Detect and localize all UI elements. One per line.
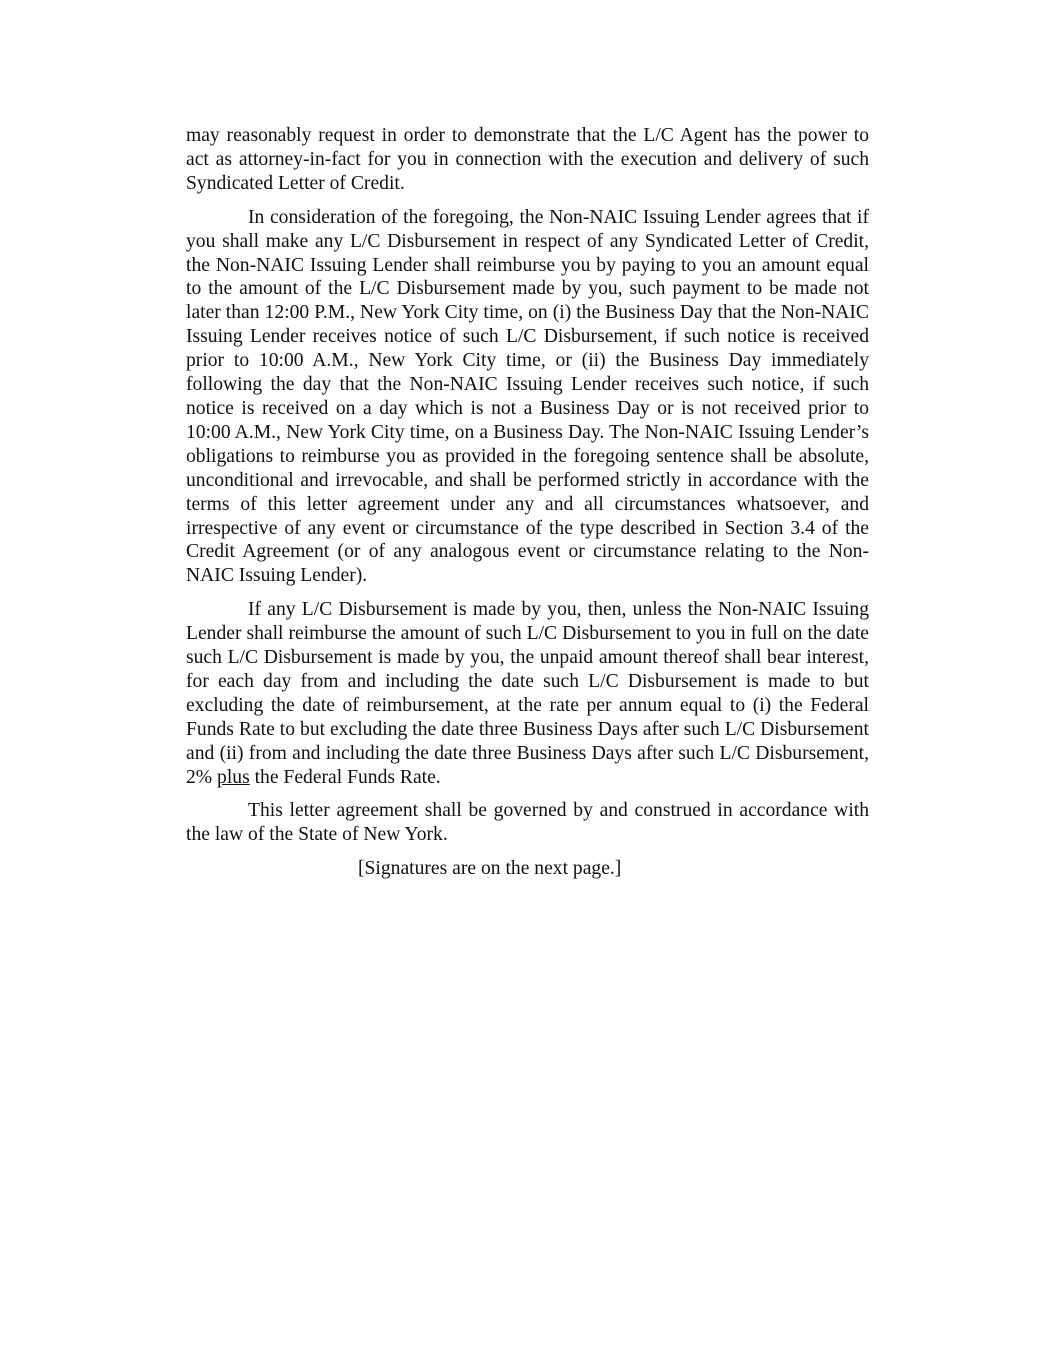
paragraph-reimbursement: In consideration of the foregoing, the Non-NAIC Issuing Lender agrees that if you shall make any L/C Disbursement in respect of any Syndicated Letter of Credit, the Non-NAIC Issuing Lender shall reimburse you by paying to you an amount equal to the amount of the L/C Disbursement made by you, such payment to be made not later than 12:00 P.M., New York City time, on (i) the Business Day that the Non-NAIC Issuing Lender receives notice of such L/C Disbursement, if such notice is received prior to 10:00 A.M., New York City time, or (ii) the Business Day immediately following the day that the Non-NAIC Issuing Lender receives such notice, if such notice is received on a day which is not a Business Day or is not received prior to 10:00 A.M., New York City time, on a Business Day. The Non-NAIC Issuing Lender’s obligations to reimburse you as provided in the foregoing sentence shall be absolute, unconditional and irrevocable, and shall be performed strictly in accordance with the terms of this letter agreement under any and all circumstances whatsoever, and irrespective of any event or circumstance of the type described in Section 3.4 of the Credit Agreement (or of any analogous event or circumstance relating to the Non-NAIC Issuing Lender). — [186, 206, 869, 587]
paragraph-interest — [186, 598, 869, 789]
paragraph-interest-text: If any L/C Disbursement is made by you, then, unless the Non-NAIC Issuing Lender shall reimburse the amount of such L/C Disbursement to you in full on the date such L/C Disbursement is made by you, the unpaid amount thereof shall bear interest, for each day from and including the date such L/C Disbursement is made to but excluding the date of reimbursement, at the rate per annum equal to (i) the Federal Funds Rate to but excluding the date three Business Days after such L/C Disbursement and (ii) from and including the date three Business Days after such L/C Disbursement, 2% — [186, 599, 869, 788]
underlined-plus: plus — [217, 766, 250, 788]
paragraph-continuation: may reasonably request in order to demonstrate that the L/C Agent has the power to act as attorney-in-fact for you in connection with the execution and delivery of such Syndicated Letter of Credit. — [186, 125, 869, 194]
paragraph-interest-end: the Federal Funds Rate. — [249, 766, 441, 788]
document-page — [186, 124, 869, 881]
paragraph-governing-law: This letter agreement shall be governed by and construed in accordance with the law of the State of New York. — [186, 800, 869, 846]
signature-note: [Signatures are on the next page.] — [358, 858, 622, 880]
